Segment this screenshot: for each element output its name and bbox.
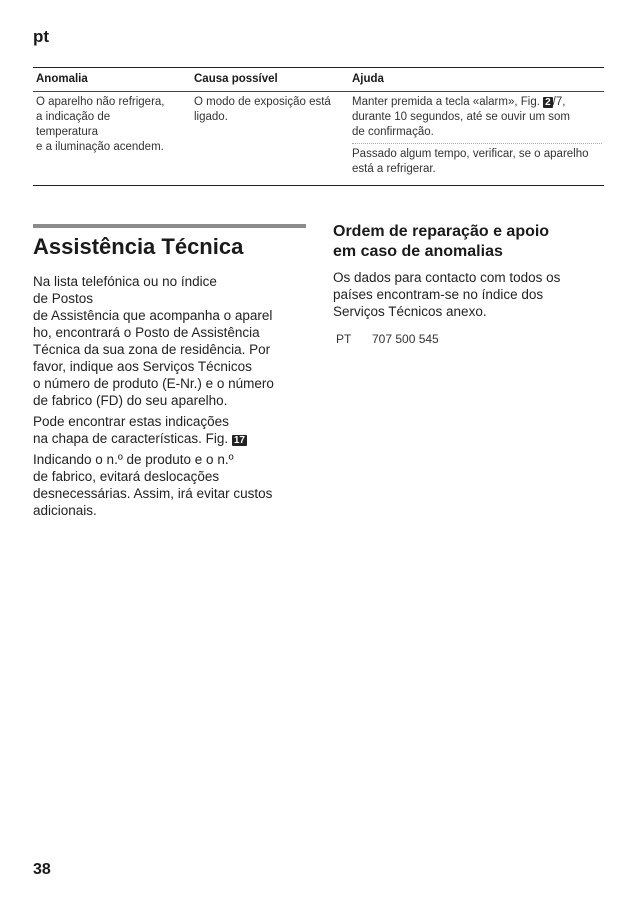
header-anomalia: Anomalia: [36, 73, 88, 85]
ajuda-step-1-text-after: /7, durante 10 segundos, até se ouvir um som de confirmação.: [352, 96, 570, 138]
repair-section: [333, 222, 605, 346]
assistance-paragraph-2-text: Pode encontrar estas indicações na chapa de características. Fig.: [33, 414, 229, 446]
figure-badge-2: 2: [545, 97, 551, 108]
ajuda-step-2: Passado algum tempo, verificar, se o aparelho está a refrigerar.: [352, 143, 602, 177]
ajuda-step-1-text: Manter premida a tecla «alarm», Fig.: [352, 96, 544, 108]
assistance-section: [33, 232, 308, 523]
repair-title: Ordem de reparação e apoio em caso de anomalias: [333, 223, 550, 260]
assistance-paragraph-1: Na lista telefónica ou no índice de Postos de Assistência que acompanha o aparel ho, encontrará o Posto de Assistência Técnica da sua zona de residência. Por favor, indique aos Serviços Técnicos o número de produto (E-Nr.) e o número de fabrico (FD) do seu aparelho.: [33, 274, 274, 408]
repair-paragraph: Os dados para contacto com todos os países encontram-se no índice dos Serviços Técnicos anexo.: [333, 270, 561, 319]
troubleshooting-table: [33, 67, 604, 186]
figure-badge-17: 17: [233, 435, 245, 446]
cell-anomalia: O aparelho não refrigera, a indicação de temperatura e a iluminação acendem.: [36, 96, 165, 153]
ajuda-step-1: [352, 95, 602, 140]
service-phone-number: 707 500 545: [372, 332, 439, 346]
assistance-paragraph-3: Indicando o n.º de produto e o n.º de fabrico, evitará deslocações desnecessárias. Assim, irá evitar custos adicionais.: [33, 452, 273, 518]
service-contact-row: [333, 332, 605, 346]
cell-causa: O modo de exposição está ligado.: [194, 96, 331, 123]
page-number: 38: [33, 861, 51, 878]
header-ajuda: Ajuda: [352, 73, 384, 85]
table-row: [33, 92, 604, 186]
header-causa: Causa possível: [194, 73, 278, 85]
cell-ajuda: [352, 95, 602, 180]
assistance-title: Assistência Técnica: [33, 234, 244, 259]
table-header-row: [33, 67, 604, 92]
section-divider-bar: [33, 224, 306, 228]
language-code: pt: [33, 27, 50, 46]
service-country-code: PT: [336, 332, 352, 346]
assistance-paragraph-2: [33, 413, 308, 447]
